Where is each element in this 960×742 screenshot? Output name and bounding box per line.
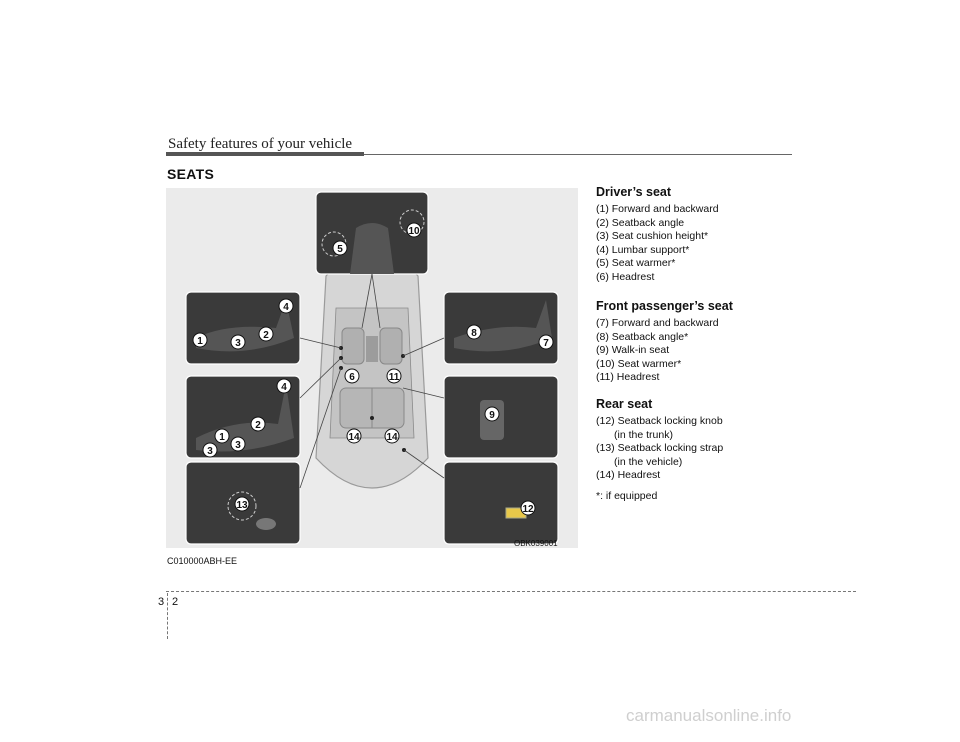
page-section-number: 3 [158, 596, 165, 608]
list-item: (1) Forward and backward [596, 203, 719, 215]
list-item: (13) Seatback locking strap [596, 442, 724, 455]
rear-seat-heading: Rear seat [596, 397, 653, 411]
svg-text:3: 3 [235, 338, 241, 349]
car-topview [316, 252, 428, 488]
list-item: (4) Lumbar support* [596, 243, 690, 256]
svg-text:8: 8 [471, 328, 477, 339]
callout-1a [193, 333, 207, 347]
svg-text:4: 4 [283, 302, 289, 313]
callout-7 [539, 335, 553, 349]
svg-text:14: 14 [386, 432, 398, 443]
callout-3a [231, 335, 245, 349]
seats-illustration-svg [166, 188, 578, 548]
drivers-seat-list [596, 203, 719, 285]
front-passenger-seat-heading: Front passenger’s seat [596, 299, 733, 313]
running-header: Safety features of your vehicle [168, 136, 353, 152]
svg-text:9: 9 [489, 410, 495, 421]
callout-5 [333, 241, 347, 255]
svg-text:3: 3 [235, 440, 241, 451]
figure-code: OBK039001 [514, 539, 558, 548]
header-rule-thin [364, 154, 792, 155]
svg-text:12: 12 [522, 504, 534, 515]
front-passenger-seat-list [596, 317, 719, 385]
callout-12 [521, 501, 535, 515]
document-code: C010000ABH-EE [167, 556, 238, 566]
list-item: (5) Seat warmer* [596, 257, 676, 270]
rear-seat-list [596, 415, 723, 483]
svg-text:13: 13 [236, 500, 248, 511]
callout-13 [235, 497, 249, 511]
callout-6 [345, 369, 359, 383]
callout-3b [231, 437, 245, 451]
callout-1b [215, 429, 229, 443]
seats-illustration [166, 188, 578, 548]
list-item: (14) Headrest [596, 469, 661, 482]
header-rule-thick [166, 152, 364, 156]
callout-4a [279, 299, 293, 313]
svg-text:5: 5 [337, 244, 343, 255]
svg-text:4: 4 [281, 382, 287, 393]
svg-text:1: 1 [197, 336, 203, 347]
footer-divider [167, 593, 168, 639]
callout-11 [387, 369, 401, 383]
callout-10 [407, 223, 421, 237]
callout-4b [277, 379, 291, 393]
list-item: (9) Walk-in seat [596, 344, 670, 357]
svg-text:1: 1 [219, 432, 225, 443]
svg-text:6: 6 [349, 372, 355, 383]
drivers-seat-heading: Driver’s seat [596, 185, 672, 199]
list-item: (12) Seatback locking knob [596, 415, 723, 427]
list-item: (10) Seat warmer* [596, 357, 682, 370]
footer-rule [166, 591, 856, 592]
section-title: SEATS [167, 166, 215, 182]
list-item: (7) Forward and backward [596, 317, 719, 329]
list-item: (11) Headrest [596, 371, 660, 384]
callout-14a [347, 429, 361, 443]
svg-text:3: 3 [207, 446, 213, 457]
svg-text:2: 2 [263, 330, 269, 341]
watermark: carmanualsonline.info [626, 706, 792, 725]
list-item: (8) Seatback angle* [596, 330, 689, 343]
list-item-sub: (in the trunk) [614, 428, 673, 441]
panel-trunk-knob [444, 462, 558, 544]
callout-3c [203, 443, 217, 457]
list-item: (3) Seat cushion height* [596, 230, 709, 243]
svg-text:11: 11 [388, 372, 400, 383]
callout-14b [385, 429, 399, 443]
callout-2a [259, 327, 273, 341]
list-item: (2) Seatback angle [596, 216, 685, 229]
svg-text:2: 2 [255, 420, 261, 431]
callout-8 [467, 325, 481, 339]
footnote: *: if equipped [596, 490, 658, 502]
list-item-sub: (in the vehicle) [614, 455, 683, 468]
list-item: (6) Headrest [596, 270, 655, 283]
svg-text:7: 7 [543, 338, 549, 349]
callout-9 [485, 407, 499, 421]
callout-2b [251, 417, 265, 431]
svg-text:14: 14 [348, 432, 360, 443]
svg-text:10: 10 [408, 226, 420, 237]
page-number: 2 [172, 596, 179, 608]
